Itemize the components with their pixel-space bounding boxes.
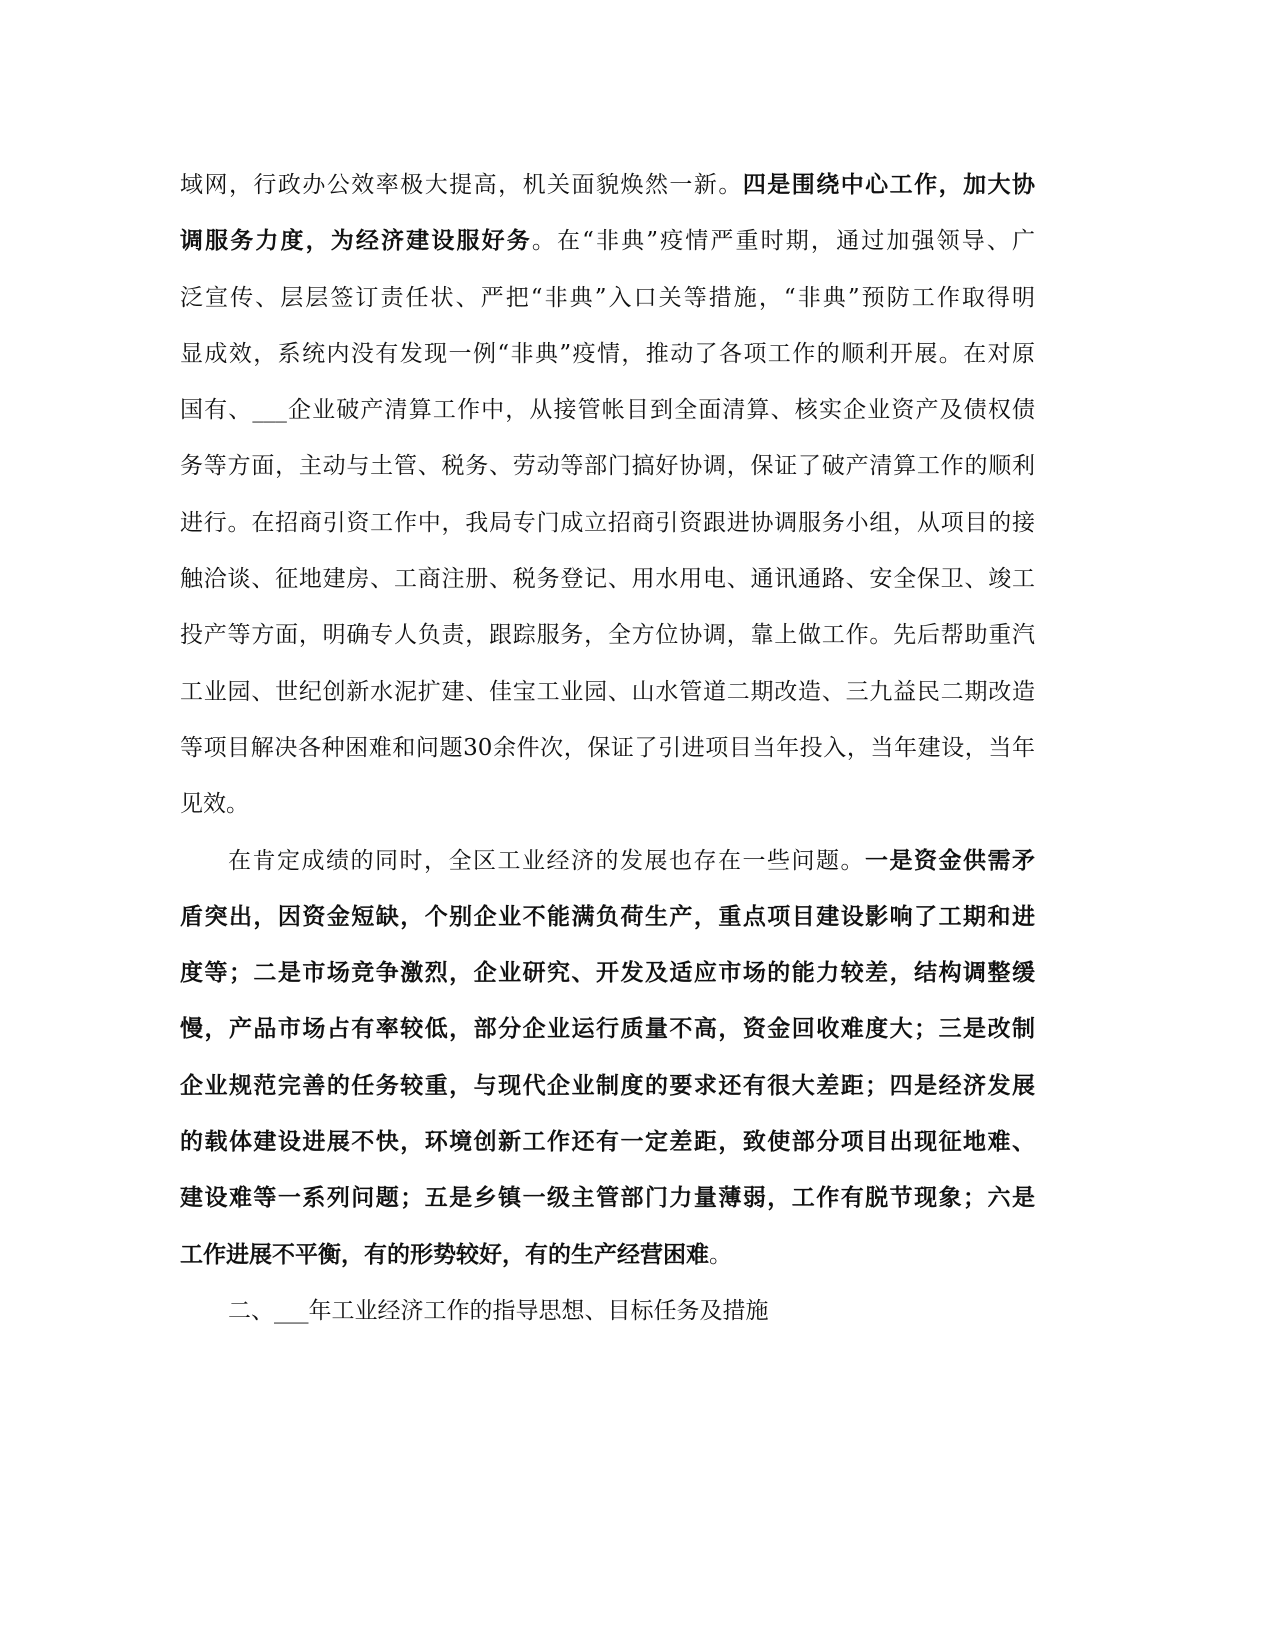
paragraph bbox=[180, 157, 1035, 833]
text-line bbox=[180, 1001, 1035, 1057]
bold-text: 建设难等一系列问题；五是乡镇一级主管部门力量薄弱，工作有脱节现象；六是 bbox=[180, 1185, 1035, 1212]
bold-text: 工作进展不平衡，有的形势较好，有的生产经营困难 bbox=[180, 1241, 709, 1268]
text-line bbox=[180, 438, 1035, 494]
text-line bbox=[180, 382, 1035, 438]
body-text: 在肯定成绩的同时，全区工业经济的发展也存在一些问题。 bbox=[228, 847, 865, 874]
bold-text: 一是资金供需矛 bbox=[865, 847, 1035, 874]
bold-text: 度等；二是市场竞争激烈，企业研究、开发及适应市场的能力较差，结构调整缓 bbox=[180, 960, 1035, 987]
text-line bbox=[180, 720, 1035, 776]
body-text: 投产等方面，明确专人负责，跟踪服务，全方位协调，靠上做工作。先后帮助重汽 bbox=[180, 622, 1035, 649]
document-body bbox=[180, 157, 1035, 1339]
body-text: 触洽谈、征地建房、工商注册、税务登记、用水用电、通讯通路、安全保卫、竣工 bbox=[180, 566, 1035, 593]
body-text: 务等方面，主动与土管、税务、劳动等部门搞好协调，保证了破产清算工作的顺利 bbox=[180, 453, 1035, 480]
body-text: 进行。在招商引资工作中，我局专门成立招商引资跟进协调服务小组，从项目的接 bbox=[180, 509, 1035, 536]
body-text: 泛宣传、层层签订责任状、严把“非典”入口关等措施，“非典”预防工作取得明 bbox=[180, 284, 1035, 311]
bold-text: 慢，产品市场占有率较低，部分企业运行质量不高，资金回收难度大；三是改制 bbox=[180, 1016, 1035, 1043]
body-text: 见效。 bbox=[180, 791, 249, 818]
body-text: 国有、___企业破产清算工作中，从接管帐目到全面清算、核实企业资产及债权债 bbox=[180, 397, 1035, 424]
text-line bbox=[180, 157, 1035, 213]
text-line bbox=[180, 1170, 1035, 1226]
body-text: 域网，行政办公效率极大提高，机关面貌焕然一新。 bbox=[180, 172, 743, 198]
bold-text: 四是围绕中心工作，加大协 bbox=[742, 172, 1036, 198]
text-line bbox=[180, 551, 1035, 607]
text-line bbox=[180, 1058, 1035, 1114]
paragraph bbox=[180, 833, 1035, 1283]
body-text: 。在“非典”疫情严重时期，通过加强领导、广 bbox=[531, 228, 1035, 255]
bold-text: 盾突出，因资金短缺，个别企业不能满负荷生产，重点项目建设影响了工期和进 bbox=[180, 903, 1035, 930]
text-line bbox=[180, 1283, 1035, 1339]
text-line bbox=[180, 889, 1035, 945]
body-text: 显成效，系统内没有发现一例“非典”疫情，推动了各项工作的顺利开展。在对原 bbox=[180, 340, 1035, 367]
text-line bbox=[180, 495, 1035, 551]
text-line bbox=[180, 1114, 1035, 1170]
text-line bbox=[180, 607, 1035, 663]
bold-text: 调服务力度，为经济建设服好务 bbox=[180, 228, 532, 255]
paragraph bbox=[180, 1283, 1035, 1339]
text-line bbox=[180, 1227, 1035, 1283]
body-text: 二、___年工业经济工作的指导思想、目标任务及措施 bbox=[228, 1297, 769, 1324]
bold-text: 企业规范完善的任务较重，与现代企业制度的要求还有很大差距；四是经济发展 bbox=[180, 1072, 1035, 1099]
text-line bbox=[180, 664, 1035, 720]
body-text: 等项目解决各种困难和问题30余件次，保证了引进项目当年投入，当年建设，当年 bbox=[180, 734, 1035, 761]
text-line bbox=[180, 776, 1035, 832]
text-line bbox=[180, 270, 1035, 326]
text-line bbox=[180, 833, 1035, 889]
text-line bbox=[180, 213, 1035, 269]
body-text: 工业园、世纪创新水泥扩建、佳宝工业园、山水管道二期改造、三九益民二期改造 bbox=[180, 678, 1035, 705]
body-text: 。 bbox=[709, 1241, 732, 1268]
bold-text: 的载体建设进展不快，环境创新工作还有一定差距，致使部分项目出现征地难、 bbox=[180, 1129, 1035, 1156]
text-line bbox=[180, 945, 1035, 1001]
text-line bbox=[180, 326, 1035, 382]
